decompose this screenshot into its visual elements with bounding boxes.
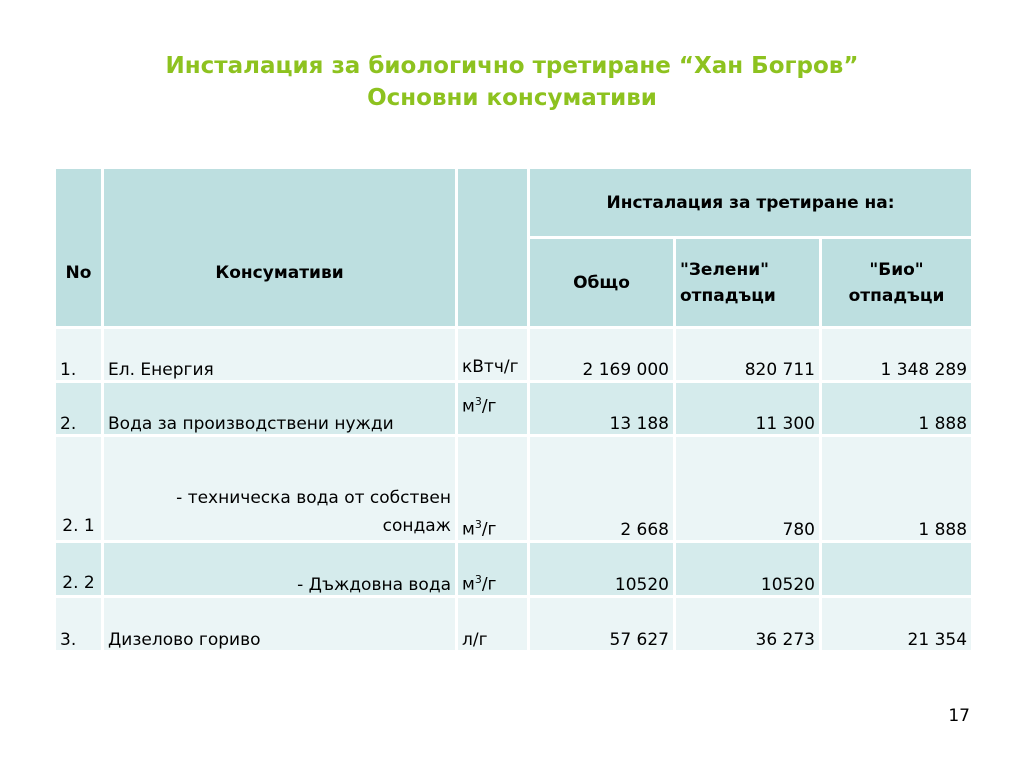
table-row xyxy=(55,597,973,652)
row-unit: л/г xyxy=(457,597,529,652)
table-row xyxy=(55,382,973,436)
row-name: Дизелово гориво xyxy=(103,597,457,652)
row-green: 36 273 xyxy=(675,597,821,652)
row-green: 10520 xyxy=(675,542,821,597)
header-bio: "Био" отпадъци xyxy=(821,238,973,328)
row-unit: $м^3/г$ xyxy=(457,542,529,597)
row-bio: 1 888 xyxy=(821,436,973,542)
table-header-row-1 xyxy=(55,168,973,238)
header-total: Общо xyxy=(529,238,675,328)
title-line-2: Основни консумативи xyxy=(367,85,657,111)
row-unit: кВтч/г xyxy=(457,328,529,382)
header-consumables: Консумативи xyxy=(103,168,457,328)
row-green: 820 711 xyxy=(675,328,821,382)
row-unit: $м^3/г$ xyxy=(457,382,529,436)
row-no: 2. 2 xyxy=(55,542,103,597)
table-row xyxy=(55,436,973,542)
header-unit xyxy=(457,168,529,328)
row-green: 780 xyxy=(675,436,821,542)
row-name: Ел. Енергия xyxy=(103,328,457,382)
row-green: 11 300 xyxy=(675,382,821,436)
slide-title xyxy=(0,50,1024,114)
row-name: - техническа вода от собствен сондаж xyxy=(103,436,457,542)
row-unit: $м^3/г$ xyxy=(457,436,529,542)
row-no: 3. xyxy=(55,597,103,652)
table-row xyxy=(55,328,973,382)
row-bio: 21 354 xyxy=(821,597,973,652)
row-bio: 1 348 289 xyxy=(821,328,973,382)
header-no: No xyxy=(55,168,103,328)
row-total: 2 668 xyxy=(529,436,675,542)
table-row xyxy=(55,542,973,597)
row-total: 2 169 000 xyxy=(529,328,675,382)
row-name: - Дъждовна вода xyxy=(103,542,457,597)
row-total: 57 627 xyxy=(529,597,675,652)
row-no: 1. xyxy=(55,328,103,382)
header-installation: Инсталация за третиране на: xyxy=(529,168,973,238)
consumables-table xyxy=(53,166,974,653)
row-no: 2. 1 xyxy=(55,436,103,542)
page-number: 17 xyxy=(948,706,970,726)
row-name: Вода за производствени нужди xyxy=(103,382,457,436)
row-total: 10520 xyxy=(529,542,675,597)
header-green: "Зелени" отпадъци xyxy=(675,238,821,328)
row-total: 13 188 xyxy=(529,382,675,436)
row-bio: 1 888 xyxy=(821,382,973,436)
row-bio xyxy=(821,542,973,597)
row-no: 2. xyxy=(55,382,103,436)
title-line-1: Инсталация за биологично третиране “Хан Богров” xyxy=(165,53,859,79)
